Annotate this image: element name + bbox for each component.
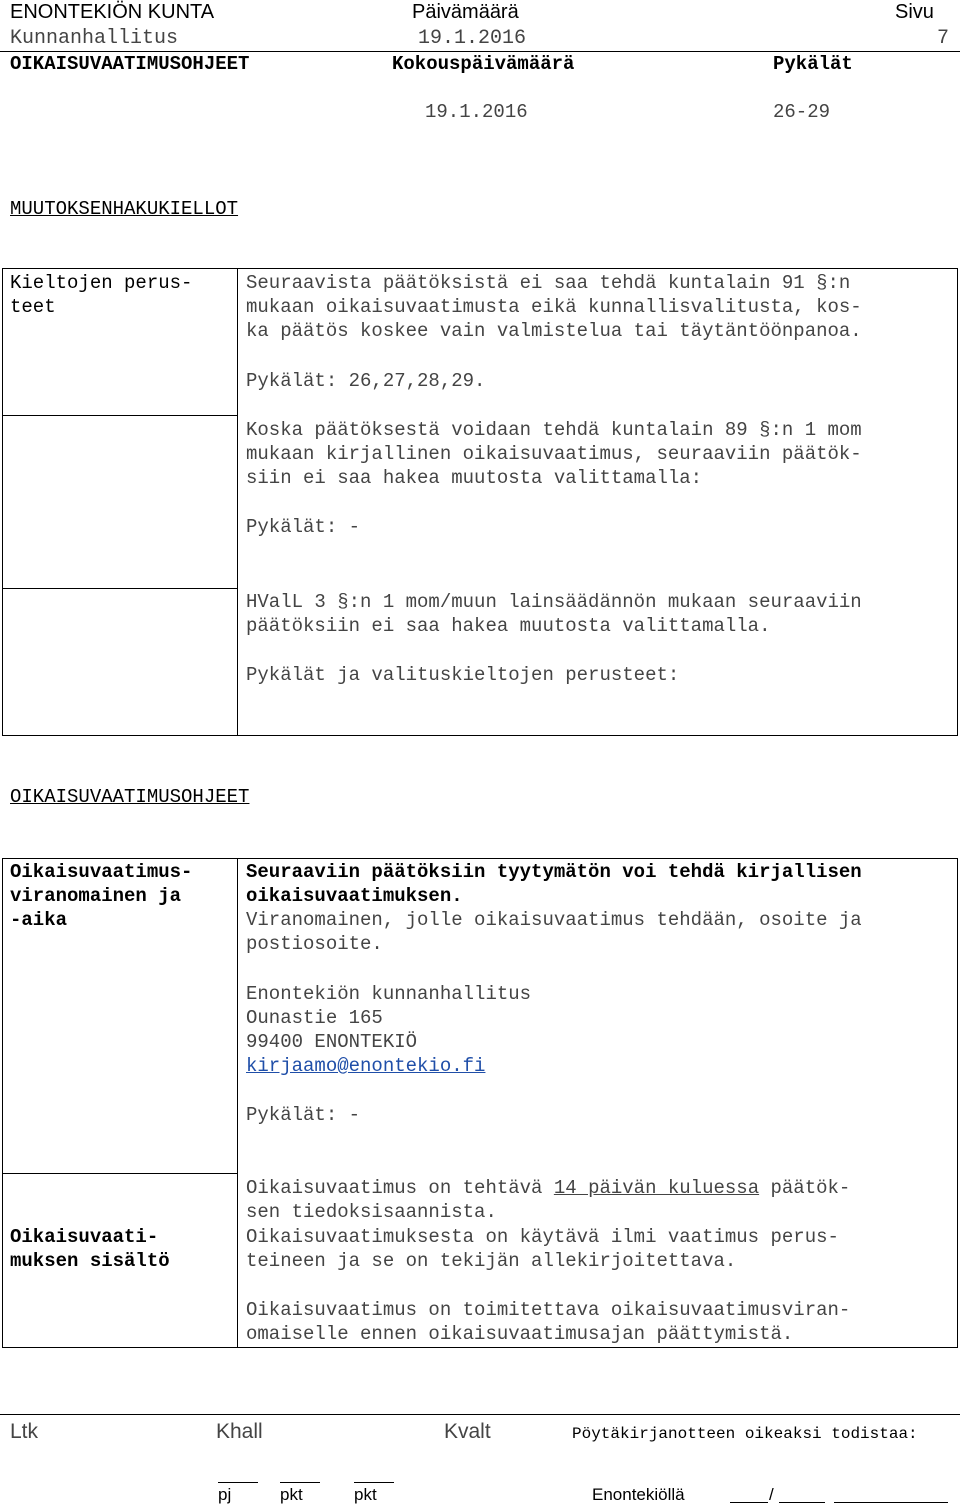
footer-certify: Pöytäkirjanotteen oikeaksi todistaa:	[572, 1425, 918, 1443]
restrictions-heading: MUUTOKSENHAKUKIELLOT	[10, 198, 239, 220]
meeting-date-label: Kokouspäivämäärä	[392, 53, 575, 75]
restrictions-label-rule	[2, 415, 238, 416]
body-name: Kunnanhallitus	[10, 27, 179, 50]
deadline-line-2: sen tiedoksisaannista.	[246, 1201, 497, 1223]
header-date: 19.1.2016	[418, 27, 527, 50]
date-label: Päivämäärä	[412, 1, 519, 23]
footer-slash: /	[769, 1485, 774, 1504]
footer-ltk: Ltk	[10, 1420, 39, 1443]
restrictions-divider	[237, 268, 238, 736]
footer-pkt-1: pkt	[280, 1485, 303, 1504]
para1-sections: Pykälät: 26,27,28,29.	[246, 370, 486, 392]
meeting-date: 19.1.2016	[425, 101, 528, 123]
instructions-divider	[237, 858, 238, 1348]
deadline-line: Oikaisuvaatimus on tehtävä 14 päivän kuluessa päätök-	[246, 1177, 851, 1199]
page-number: 7	[937, 27, 950, 50]
footer-khall: Khall	[216, 1420, 263, 1443]
footer-place: Enontekiöllä	[592, 1485, 685, 1504]
month-blank	[779, 1502, 825, 1503]
day-blank	[730, 1502, 768, 1503]
email-link[interactable]: kirjaamo@enontekio.fi	[246, 1055, 486, 1077]
municipality-name: ENONTEKIÖN KUNTA	[10, 1, 215, 23]
signature-blank	[834, 1502, 948, 1503]
instructions-sections: Pykälät: -	[246, 1104, 361, 1126]
instructions-heading: OIKAISUVAATIMUSOHJEET	[10, 786, 250, 808]
restrictions-label-rule-2	[2, 588, 238, 589]
deadline-highlight: 14 päivän kuluessa	[553, 1177, 760, 1199]
footer-kvalt: Kvalt	[444, 1420, 491, 1443]
footer-pkt-2: pkt	[354, 1485, 377, 1504]
meeting-sections: 26-29	[773, 101, 831, 123]
para3-sections: Pykälät ja valituskieltojen perusteet:	[246, 664, 680, 686]
doc-title: OIKAISUVAATIMUSOHJEET	[10, 53, 250, 75]
para2-sections: Pykälät: -	[246, 516, 361, 538]
sections-label: Pykälät	[773, 53, 853, 75]
footer-pj: pj	[218, 1485, 232, 1504]
instructions-label-rule	[2, 1173, 238, 1174]
footer-rule	[0, 1414, 960, 1415]
page-label: Sivu	[895, 1, 934, 23]
